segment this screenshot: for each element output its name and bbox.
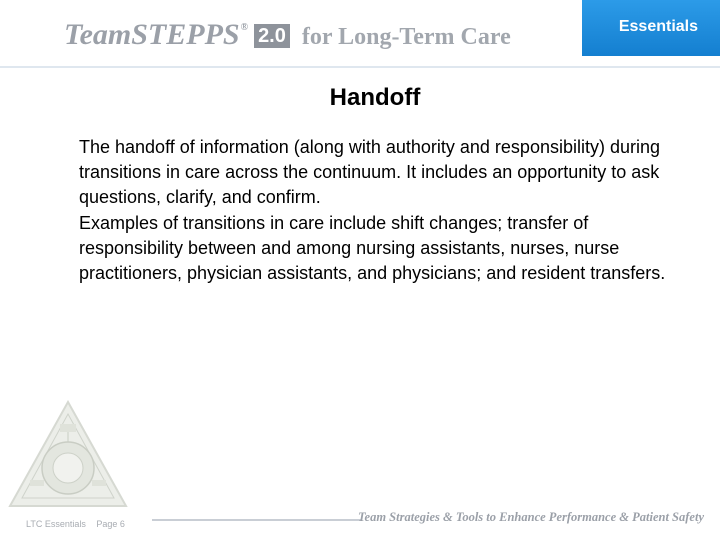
brand-tagline: for Long-Term Care bbox=[301, 24, 511, 50]
footer-tagline: Team Strategies & Tools to Enhance Performance & Patient Safety bbox=[358, 510, 704, 524]
teamstepps-triangle-icon bbox=[6, 400, 130, 510]
footer-divider bbox=[152, 519, 362, 521]
brand-name: TeamSTEPPS bbox=[64, 18, 240, 51]
teamstepps-logo bbox=[64, 18, 511, 58]
essentials-badge bbox=[582, 0, 720, 56]
registered-mark: ® bbox=[240, 22, 249, 33]
definition-paragraph: The handoff of information (along with authority and responsibility) during transitions in care across the continuum. It includes an opportunity to ask questions, clarify, and confirm. bbox=[79, 137, 661, 207]
slide-title: Handoff bbox=[329, 84, 421, 111]
essentials-label: Essentials bbox=[618, 18, 698, 35]
header-divider bbox=[0, 66, 720, 68]
footer-page-number: Page 6 bbox=[96, 519, 125, 529]
slide-header bbox=[0, 0, 720, 68]
brand-version: 2.0 bbox=[254, 24, 290, 48]
examples-paragraph: Examples of transitions in care include shift changes; transfer of responsibility between and among nursing assistants, nurses, nurse practitioners, physician assistants, and physicians; and resident transfers. bbox=[79, 213, 666, 283]
footer-module: LTC Essentials bbox=[26, 519, 86, 529]
footer-info bbox=[26, 519, 133, 529]
